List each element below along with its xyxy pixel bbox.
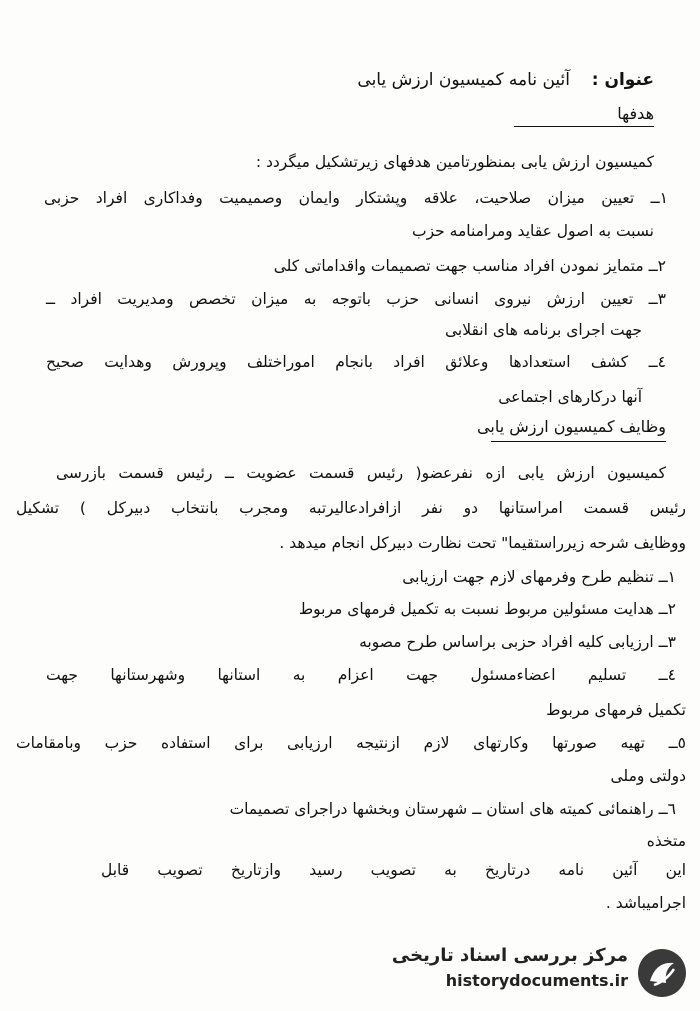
watermark-url: historydocuments.ir: [445, 971, 628, 990]
watermark-title: مرکز بررسی اسناد تاریخی: [391, 945, 628, 966]
title-label: عنوان :: [591, 70, 654, 90]
duty-6-line-1: ٦ــ راهنمائی کمیته های استان ــ شهرستان وبخشها دراجرای تصمیمات: [229, 800, 676, 818]
duty-5-line-1: ٥ــ تهیه صورتها وکارتهای لازم ازنتیجه ارزیابی برای استفاده حزب وبامقامات: [16, 734, 686, 752]
document-title: آئین نامه کمیسیون ارزش یابی: [357, 70, 570, 90]
section-heading-duties: وظایف کمیسیون ارزش یابی: [477, 417, 666, 436]
goal-3-line-2: جهت اجرای برنامه های انقلابی: [444, 321, 642, 339]
duty-2: ٢ــ هدایت مسئولین مربوط نسبت به تکمیل فرمهای مربوط: [298, 600, 676, 618]
goals-intro: کمیسیون ارزش یابی بمنظورتامین هدفهای زیرتشکیل میگردد :: [255, 153, 654, 171]
goal-1-line-2: نسبت به اصول عقاید ومرامنامه حزب: [412, 222, 654, 240]
heading-underline: [514, 126, 654, 127]
duties-intro-line-1: کمیسیون ارزش یابی ازه نفرعضو( رئیس قسمت عضویت ــ رئیس قسمت بازرسی: [56, 464, 666, 482]
goal-4-line-1: ٤ــ کشف استعدادها وعلائق افراد بانجام اموراختلف وپرورش وهدایت صحیح: [46, 353, 666, 371]
duty-4-line-2: تکمیل فرمهای مربوط: [546, 701, 686, 719]
duty-3: ٣ــ ارزیابی کلیه افراد حزبی براساس طرح مصوبه: [359, 633, 676, 651]
goal-1-line-1: ١ــ تعیین میزان صلاحیت، علاقه وپشتکار وایمان وصمیمیت وفداکاری افراد حزبی: [44, 189, 668, 207]
duty-5-line-2: دولتی وملی: [610, 767, 686, 785]
section-heading-goals: هدفها: [617, 104, 654, 123]
archive-watermark: [391, 943, 688, 999]
duty-6-line-2: متخذه: [646, 832, 686, 850]
goal-3-line-1: ٣ــ تعیین ارزش نیروی انسانی حزب باتوجه به میزان تخصص ومدیریت افراد ــ: [46, 290, 666, 308]
duty-1: ١ــ تنظیم طرح وفرمهای لازم جهت ارزیابی: [402, 568, 676, 586]
duty-4-line-1: ٤ــ تسلیم اعضاءمسئول جهت اعزام به استانها وشهرستانها جهت: [46, 666, 676, 684]
duties-intro-line-2: رئیس قسمت امراستانها دو نفر ازافرادعالیرتبه ومجرب بانتخاب دبیرکل ) تشکیل: [16, 499, 686, 517]
goal-4-line-2: آنها درکارهای اجتماعی: [498, 388, 642, 406]
approval-line-2: اجرامیباشد .: [605, 894, 686, 912]
goal-2: ٢ــ متمایز نمودن افراد مناسب جهت تصمیمات واقداماتی کلی: [273, 257, 666, 275]
heading-underline: [491, 441, 666, 442]
archive-logo-icon: [636, 947, 688, 999]
duties-intro-line-3: ووظایف شرحه زیرراستقیما" تحت نظارت دبیرکل انجام میدهد .: [279, 534, 686, 552]
approval-line-1: این آئین نامه درتاریخ به تصویب رسید وازتاریخ تصویب قابل: [101, 861, 686, 879]
